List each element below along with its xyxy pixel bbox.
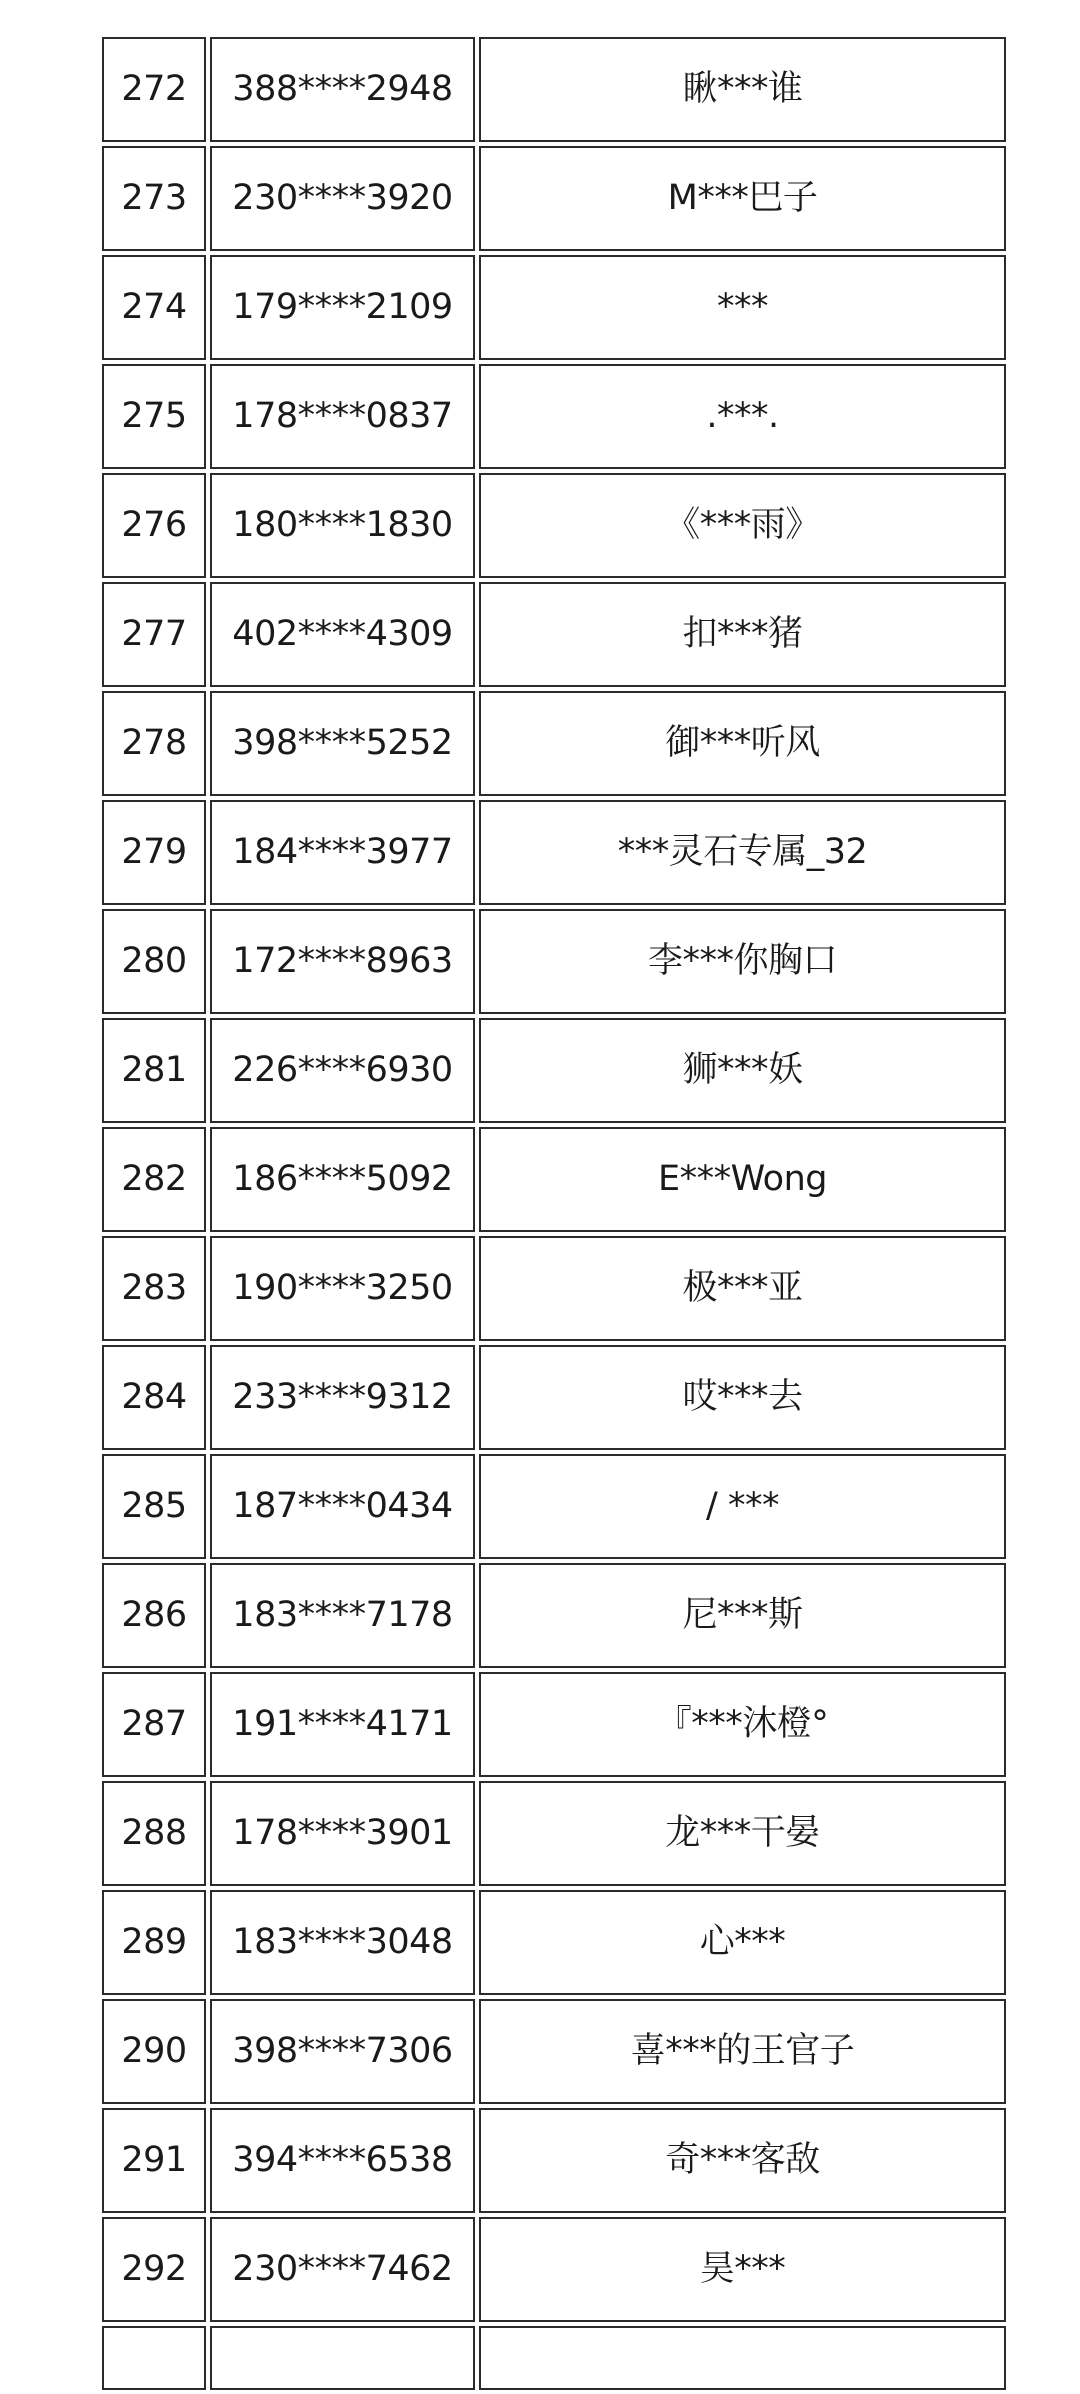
nickname-cell: 御***听风 [479,691,1006,796]
row-index-cell: 286 [102,1563,206,1668]
user-id-cell: 191****4171 [210,1672,475,1777]
user-id-cell: 190****3250 [210,1236,475,1341]
row-index-cell: 289 [102,1890,206,1995]
table-row [102,1672,1006,1777]
table-row [102,1999,1006,2104]
user-id-cell: 184****3977 [210,800,475,905]
nickname-cell: / *** [479,1454,1006,1559]
table-row [102,2108,1006,2213]
user-id-cell: 187****0434 [210,1454,475,1559]
nickname-cell: ***灵石专属_32 [479,800,1006,905]
table-row [102,1127,1006,1232]
table-row [102,1563,1006,1668]
user-id-cell: 398****5252 [210,691,475,796]
user-id-cell: 180****1830 [210,473,475,578]
user-id-cell-empty [210,2326,475,2390]
user-id-cell: 172****8963 [210,909,475,1014]
nickname-cell: 李***你胸口 [479,909,1006,1014]
table-row [102,909,1006,1014]
table-row [102,1345,1006,1450]
row-index-cell-empty [102,2326,206,2390]
user-id-cell: 233****9312 [210,1345,475,1450]
nickname-cell: 昊*** [479,2217,1006,2322]
nickname-cell: E***Wong [479,1127,1006,1232]
row-index-cell: 279 [102,800,206,905]
table-row [102,1454,1006,1559]
row-index-cell: 276 [102,473,206,578]
table-row [102,473,1006,578]
row-index-cell: 287 [102,1672,206,1777]
winners-table-container [98,33,1010,2394]
user-id-cell: 388****2948 [210,37,475,142]
user-id-cell: 402****4309 [210,582,475,687]
table-row [102,1018,1006,1123]
row-index-cell: 284 [102,1345,206,1450]
row-index-cell: 291 [102,2108,206,2213]
nickname-cell: 喜***的王官子 [479,1999,1006,2104]
nickname-cell: *** [479,255,1006,360]
table-row [102,37,1006,142]
row-index-cell: 275 [102,364,206,469]
row-index-cell: 292 [102,2217,206,2322]
nickname-cell: M***巴子 [479,146,1006,251]
table-row [102,146,1006,251]
user-id-cell: 226****6930 [210,1018,475,1123]
nickname-cell-empty [479,2326,1006,2390]
user-id-cell: 178****0837 [210,364,475,469]
user-id-cell: 230****7462 [210,2217,475,2322]
winners-table [98,33,1010,2394]
user-id-cell: 394****6538 [210,2108,475,2213]
row-index-cell: 278 [102,691,206,796]
table-row-partial [102,2326,1006,2390]
row-index-cell: 282 [102,1127,206,1232]
table-row [102,800,1006,905]
user-id-cell: 179****2109 [210,255,475,360]
nickname-cell: 奇***客敌 [479,2108,1006,2213]
nickname-cell: 心*** [479,1890,1006,1995]
row-index-cell: 272 [102,37,206,142]
nickname-cell: .***. [479,364,1006,469]
user-id-cell: 230****3920 [210,146,475,251]
row-index-cell: 288 [102,1781,206,1886]
nickname-cell: 扣***猪 [479,582,1006,687]
table-row [102,364,1006,469]
nickname-cell: 『***沐橙° [479,1672,1006,1777]
row-index-cell: 273 [102,146,206,251]
nickname-cell: 狮***妖 [479,1018,1006,1123]
user-id-cell: 178****3901 [210,1781,475,1886]
table-row [102,582,1006,687]
user-id-cell: 398****7306 [210,1999,475,2104]
table-row [102,255,1006,360]
row-index-cell: 290 [102,1999,206,2104]
table-row [102,1236,1006,1341]
row-index-cell: 283 [102,1236,206,1341]
user-id-cell: 183****7178 [210,1563,475,1668]
nickname-cell: 哎***去 [479,1345,1006,1450]
row-index-cell: 285 [102,1454,206,1559]
row-index-cell: 280 [102,909,206,1014]
table-row [102,1890,1006,1995]
row-index-cell: 274 [102,255,206,360]
nickname-cell: 瞅***谁 [479,37,1006,142]
user-id-cell: 186****5092 [210,1127,475,1232]
winners-table-body [102,37,1006,2390]
nickname-cell: 《***雨》 [479,473,1006,578]
table-row [102,2217,1006,2322]
table-row [102,691,1006,796]
table-row [102,1781,1006,1886]
row-index-cell: 277 [102,582,206,687]
user-id-cell: 183****3048 [210,1890,475,1995]
nickname-cell: 尼***斯 [479,1563,1006,1668]
nickname-cell: 极***亚 [479,1236,1006,1341]
nickname-cell: 龙***干晏 [479,1781,1006,1886]
row-index-cell: 281 [102,1018,206,1123]
